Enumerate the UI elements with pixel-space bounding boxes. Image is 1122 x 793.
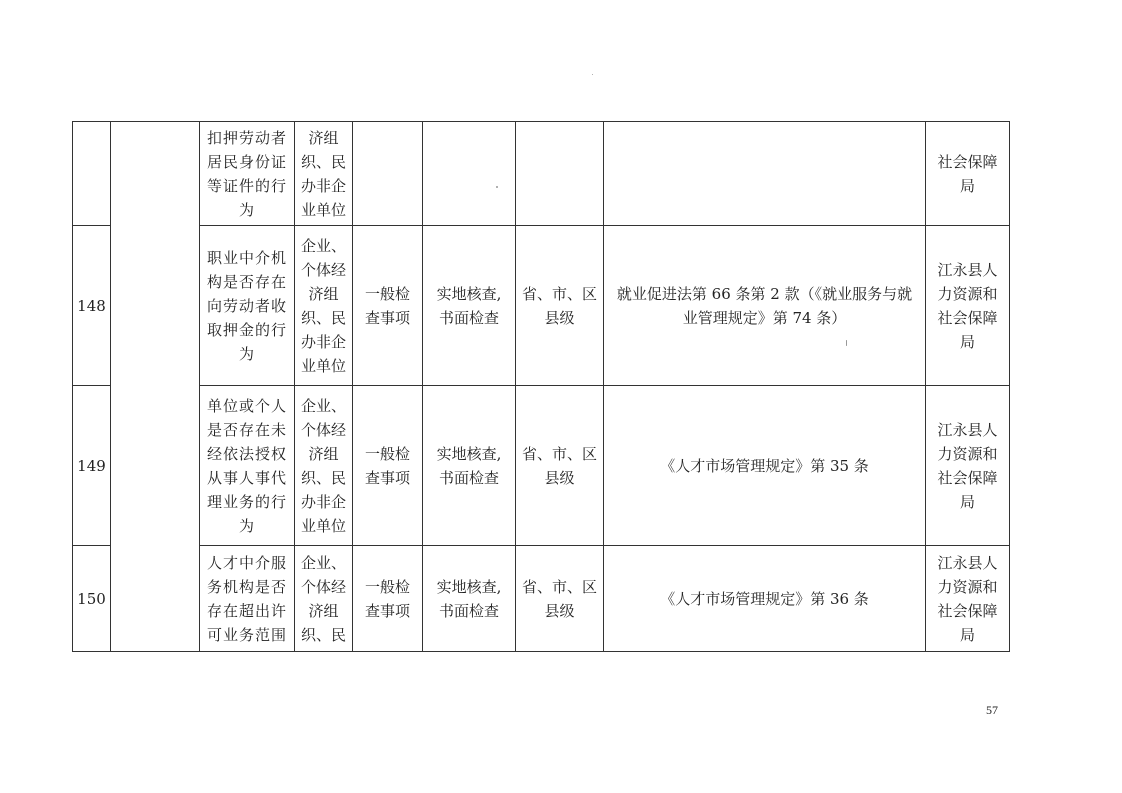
cell-text-line: 构是否存在 <box>206 272 287 291</box>
inspection-items-table <box>72 121 1010 652</box>
table-row <box>73 226 1010 386</box>
cell-text-line: 业管理规定》第 74 条） <box>682 308 847 327</box>
inspection-category-cell <box>353 546 423 652</box>
legal-basis-cell <box>604 226 926 386</box>
cell-text-line: 一般检 <box>364 284 410 303</box>
cell-text-line: 省、市、区 <box>521 577 597 596</box>
cell-text-line: 就业促进法第 66 条第 2 款（《就业服务与就 <box>616 284 913 303</box>
cell-text-line: 取押金的行 <box>206 320 287 339</box>
cell-text-line: 等证件的行 <box>206 176 287 195</box>
table-row <box>73 386 1010 546</box>
inspected-subject-cell <box>295 546 353 652</box>
legal-basis-cell <box>604 386 926 546</box>
cell-text-line: 从事人事代 <box>206 468 287 487</box>
cell-text-line: 个体经 <box>300 420 346 439</box>
cell-text-line: 一般检 <box>364 444 410 463</box>
row-number-cell <box>73 122 111 226</box>
row-number-cell: 148 <box>73 226 111 386</box>
cell-text-line: 织、民 <box>300 468 346 487</box>
inspected-subject-cell <box>295 122 353 226</box>
cell-text-line: 企业、 <box>300 236 346 255</box>
cell-text-line: 业单位 <box>300 516 346 535</box>
cell-text-line: 局 <box>959 332 975 351</box>
cell-text-line: 查事项 <box>364 308 410 327</box>
cell-text-line: 社会保障 <box>937 601 998 620</box>
table-row <box>73 546 1010 652</box>
cell-text-line: 理业务的行 <box>206 492 287 511</box>
inspected-subject-cell <box>295 386 353 546</box>
category-group-cell <box>111 122 200 652</box>
implementing-department-cell <box>926 122 1010 226</box>
inspection-level-cell <box>516 226 604 386</box>
cell-text-line: 书面检查 <box>438 468 499 487</box>
cell-text-line: 查事项 <box>364 601 410 620</box>
cell-text-line: 企业、 <box>300 396 346 415</box>
scan-speck <box>592 74 593 75</box>
cell-text-line: 济组 <box>308 601 339 620</box>
cell-text-line: 织、民 <box>300 308 346 327</box>
cell-text-line: 力资源和 <box>937 577 998 596</box>
cell-text-line: 济组 <box>308 444 339 463</box>
cell-text-line: 实地核查, <box>436 444 502 463</box>
cell-text-line: 省、市、区 <box>521 444 597 463</box>
inspection-method-cell <box>423 226 516 386</box>
cell-text-line: 为 <box>238 200 255 219</box>
cell-text-line: 局 <box>959 625 975 644</box>
cell-text-line: 局 <box>959 492 975 511</box>
cell-text-line: 职业中介机 <box>206 248 287 267</box>
inspection-item-cell <box>200 546 295 652</box>
cell-text-line: 江永县人 <box>937 553 998 572</box>
page-number: 57 <box>986 703 998 717</box>
cell-text-line: 局 <box>959 176 975 195</box>
cell-text-line: 可业务范围 <box>206 625 287 644</box>
cell-text-line: 实地核查, <box>436 577 502 596</box>
cell-text-line: 个体经 <box>300 577 346 596</box>
cell-text-line: 江永县人 <box>937 420 998 439</box>
cell-text-line: 办非企 <box>300 492 346 511</box>
cell-text-line: 人才中介服 <box>206 553 287 572</box>
cell-text-line: 实地核查, <box>436 284 502 303</box>
cell-text-line: 个体经 <box>300 260 346 279</box>
implementing-department-cell <box>926 386 1010 546</box>
cell-text-line: 省、市、区 <box>521 284 597 303</box>
cell-text-line: 为 <box>238 516 255 535</box>
cell-text-line: 社会保障 <box>937 152 998 171</box>
scan-speck <box>496 186 498 188</box>
cell-text-line: 业单位 <box>300 356 346 375</box>
cell-text-line: 扣押劳动者 <box>206 128 287 147</box>
cell-text-line: 单位或个人 <box>206 396 287 415</box>
legal-basis-cell <box>604 122 926 226</box>
cell-text-line: 县级 <box>544 308 575 327</box>
cell-text-line: 县级 <box>544 468 575 487</box>
cell-text-line: 是否存在未 <box>206 420 287 439</box>
cell-text-line: 业单位 <box>300 200 346 219</box>
table-row <box>73 122 1010 226</box>
inspected-subject-cell <box>295 226 353 386</box>
cell-text-line: 经依法授权 <box>206 444 287 463</box>
cell-text-line: 《人才市场管理规定》第 36 条 <box>660 589 869 608</box>
cell-text-line: 书面检查 <box>438 601 499 620</box>
implementing-department-cell <box>926 546 1010 652</box>
cell-text-line: 务机构是否 <box>206 577 287 596</box>
cell-text-line: 办非企 <box>300 176 346 195</box>
cell-text-line: 济组 <box>308 284 339 303</box>
scan-speck <box>846 340 847 346</box>
inspection-category-cell <box>353 122 423 226</box>
implementing-department-cell <box>926 226 1010 386</box>
cell-text-line: 织、民 <box>300 625 346 644</box>
inspection-method-cell <box>423 546 516 652</box>
cell-text-line: 江永县人 <box>937 260 998 279</box>
inspection-item-cell <box>200 122 295 226</box>
cell-text-line: 力资源和 <box>937 284 998 303</box>
inspection-category-cell <box>353 386 423 546</box>
cell-text-line: 书面检查 <box>438 308 499 327</box>
row-number-cell: 150 <box>73 546 111 652</box>
row-number-cell: 149 <box>73 386 111 546</box>
cell-text-line: 社会保障 <box>937 308 998 327</box>
table-body <box>73 122 1010 652</box>
inspection-method-cell <box>423 122 516 226</box>
cell-text-line: 查事项 <box>364 468 410 487</box>
inspection-level-cell <box>516 546 604 652</box>
cell-text-line: 社会保障 <box>937 468 998 487</box>
inspection-level-cell <box>516 122 604 226</box>
cell-text-line: 《人才市场管理规定》第 35 条 <box>660 456 869 475</box>
cell-text-line: 力资源和 <box>937 444 998 463</box>
legal-basis-cell <box>604 546 926 652</box>
cell-text-line: 织、民 <box>300 152 346 171</box>
inspection-category-cell <box>353 226 423 386</box>
inspection-item-cell <box>200 226 295 386</box>
inspection-item-cell <box>200 386 295 546</box>
inspection-level-cell <box>516 386 604 546</box>
cell-text-line: 县级 <box>544 601 575 620</box>
cell-text-line: 向劳动者收 <box>206 296 287 315</box>
cell-text-line: 为 <box>238 344 255 363</box>
cell-text-line: 办非企 <box>300 332 346 351</box>
cell-text-line: 济组 <box>308 128 339 147</box>
inspection-method-cell <box>423 386 516 546</box>
cell-text-line: 一般检 <box>364 577 410 596</box>
cell-text-line: 存在超出许 <box>206 601 287 620</box>
cell-text-line: 企业、 <box>300 553 346 572</box>
cell-text-line: 居民身份证 <box>206 152 287 171</box>
